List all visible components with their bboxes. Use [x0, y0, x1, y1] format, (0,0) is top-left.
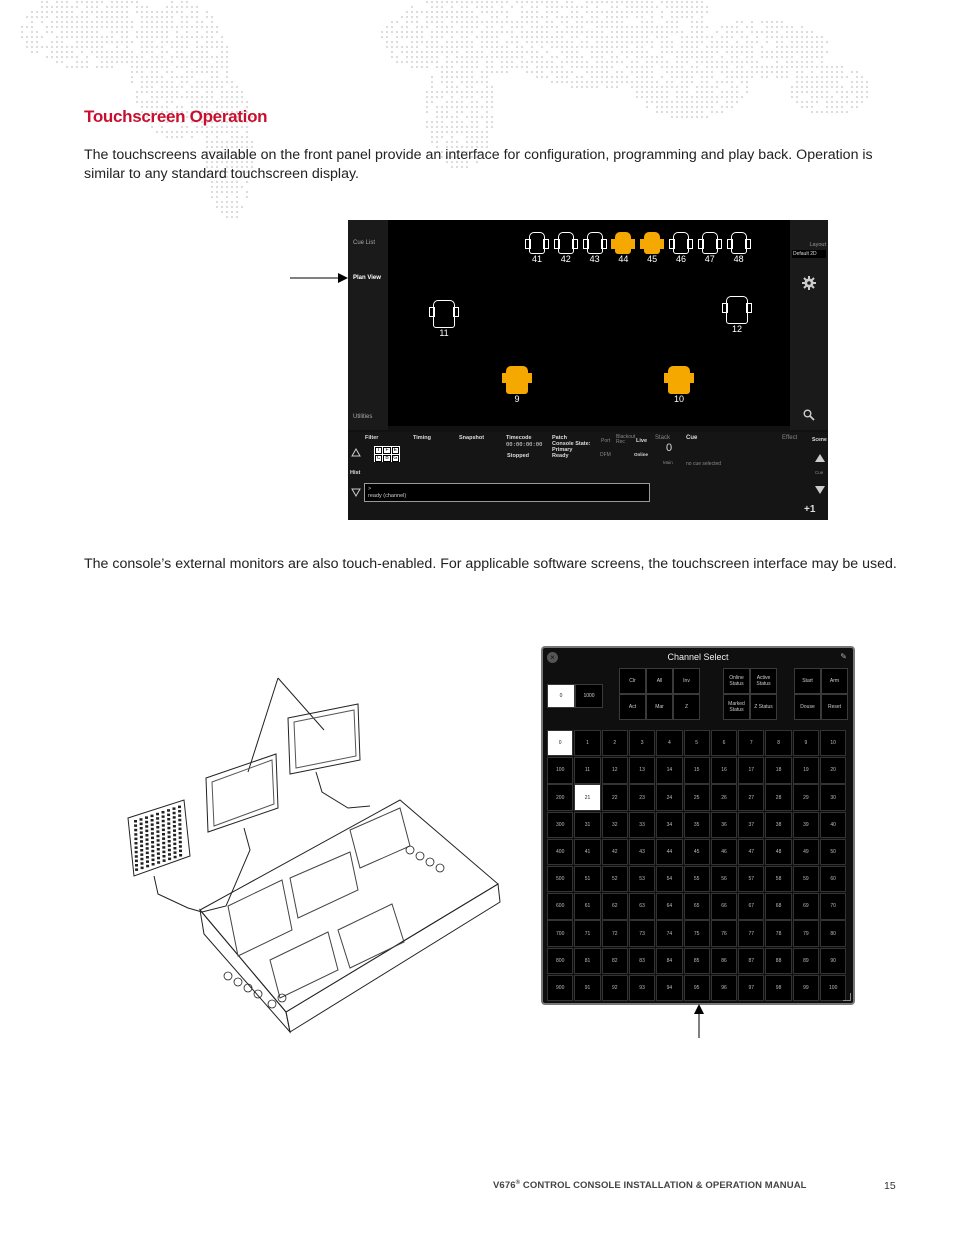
channel-button[interactable]: 18	[765, 757, 791, 783]
gear-icon[interactable]	[802, 276, 816, 290]
port-label[interactable]: Port	[601, 438, 611, 444]
resize-grip-icon[interactable]	[843, 993, 851, 1001]
console-state-ready: Ready	[552, 453, 569, 459]
stack-value: 0	[666, 442, 673, 454]
select-inv-button[interactable]: Inv	[673, 668, 700, 694]
select-mar-button[interactable]: Mar	[646, 694, 673, 720]
select-all-button[interactable]: All	[646, 668, 673, 694]
footer-title: V676® CONTROL CONSOLE INSTALLATION & OPERATION MANUAL	[493, 1180, 807, 1192]
channel-button[interactable]: 22	[602, 784, 628, 810]
channel-button[interactable]: 16	[711, 757, 737, 783]
channel-button[interactable]: 44	[656, 839, 682, 865]
channel-button[interactable]: 33	[629, 812, 655, 838]
intro-paragraph: The touchscreens available on the front panel provide an interface for configuration, programming and play back. Operation is similar to any standard touchscreen display.	[84, 147, 873, 182]
filter-label[interactable]: Filter	[365, 435, 379, 441]
status-button[interactable]: Online Status	[723, 668, 750, 694]
channel-button[interactable]: 300	[547, 812, 573, 838]
fixture-number: 44	[618, 254, 629, 264]
fixture-number: 45	[647, 254, 658, 264]
stack-label: Stack	[655, 435, 671, 441]
plan-view-area	[388, 220, 790, 426]
timecode-value: 00:00:00:00	[506, 442, 543, 448]
channel-button[interactable]: 7	[738, 730, 764, 756]
no-cue-text: no cue selected	[686, 461, 722, 467]
channel-button[interactable]: 36	[711, 812, 737, 838]
fixture-12[interactable]: 12	[722, 296, 752, 334]
fixture-number: 43	[589, 254, 600, 264]
channel-button[interactable]: 63	[629, 893, 655, 919]
channel-button[interactable]: 89	[793, 948, 819, 974]
filter-key[interactable]: F	[383, 447, 390, 454]
channel-button[interactable]: 94	[656, 975, 682, 1001]
channel-button[interactable]: 4	[656, 730, 682, 756]
filter-key[interactable]: I	[375, 447, 382, 454]
channel-button[interactable]: 86	[711, 948, 737, 974]
channel-button[interactable]: 37	[738, 812, 764, 838]
cmd-status: ready (channel)	[368, 493, 407, 499]
section-heading: Touchscreen Operation	[84, 107, 268, 126]
channel-button[interactable]: 24	[656, 784, 682, 810]
channel-button[interactable]: 200	[547, 784, 573, 810]
channel-button[interactable]: 10	[820, 730, 846, 756]
channel-button[interactable]: 6	[711, 730, 737, 756]
channel-button[interactable]: 88	[765, 948, 791, 974]
channel-button[interactable]: 61	[574, 893, 600, 919]
scene-label[interactable]: Scene	[812, 437, 827, 443]
channel-button[interactable]: 71	[574, 920, 600, 946]
snapshot-label[interactable]: Snapshot	[459, 435, 485, 441]
channel-button[interactable]: 20	[820, 757, 846, 783]
channel-button[interactable]: 54	[656, 866, 682, 892]
channel-button[interactable]: 1	[574, 730, 600, 756]
channel-button[interactable]: 17	[738, 757, 764, 783]
command-line[interactable]	[364, 483, 650, 502]
cue-label: Cue	[686, 435, 698, 441]
touchscreen-screenshot	[348, 220, 828, 520]
channel-button[interactable]: 35	[684, 812, 710, 838]
pointer-arrow-up	[692, 1004, 706, 1040]
channel-button[interactable]: 900	[547, 975, 573, 1001]
fixture-44[interactable]	[612, 232, 634, 264]
console-state-label: Console State:	[552, 441, 591, 447]
fixture-43[interactable]	[584, 232, 606, 264]
channel-button[interactable]: 52	[602, 866, 628, 892]
select-start-button[interactable]: Start	[794, 668, 821, 694]
blackout-label[interactable]: Blackout Rec	[616, 434, 636, 445]
channel-button[interactable]: 45	[684, 839, 710, 865]
channel-button[interactable]: 21	[574, 784, 600, 810]
filter-key[interactable]: G	[393, 455, 398, 461]
select-clr-button[interactable]: Clr	[619, 668, 646, 694]
select-act-button[interactable]: Act	[619, 694, 646, 720]
patch-label[interactable]: Patch	[552, 435, 567, 441]
channel-button[interactable]: 97	[738, 975, 764, 1001]
status-button[interactable]: Active Status	[750, 668, 777, 694]
channel-button[interactable]: 3	[629, 730, 655, 756]
channel-button[interactable]: 700	[547, 920, 573, 946]
channel-button[interactable]: 500	[547, 866, 573, 892]
channel-button[interactable]: 53	[629, 866, 655, 892]
triangle-up-icon[interactable]	[351, 448, 361, 457]
status-button[interactable]: Z Status	[750, 694, 777, 720]
range-0-button[interactable]: 0	[547, 684, 575, 708]
menu-plan-view[interactable]: Plan View	[353, 275, 381, 281]
channel-button[interactable]: 41	[574, 839, 600, 865]
channel-button[interactable]: 85	[684, 948, 710, 974]
channel-button[interactable]: 30	[820, 784, 846, 810]
fixture-42[interactable]	[555, 232, 577, 264]
select-douse-button[interactable]: Douse	[794, 694, 821, 720]
channel-button[interactable]: 79	[793, 920, 819, 946]
select-reset-button[interactable]: Reset	[821, 694, 848, 720]
console-illustration	[110, 660, 520, 1040]
channel-button[interactable]: 55	[684, 866, 710, 892]
channel-button[interactable]: 75	[684, 920, 710, 946]
channel-button[interactable]: 12	[602, 757, 628, 783]
channel-button[interactable]: 73	[629, 920, 655, 946]
channel-button[interactable]: 49	[793, 839, 819, 865]
channel-button[interactable]: 99	[793, 975, 819, 1001]
triangle-down-icon[interactable]	[351, 488, 361, 497]
channel-button[interactable]: 56	[711, 866, 737, 892]
channel-button[interactable]: 78	[765, 920, 791, 946]
channel-button[interactable]: 66	[711, 893, 737, 919]
dfm-label: DFM	[600, 452, 611, 458]
channel-button[interactable]: 32	[602, 812, 628, 838]
channel-button[interactable]: 14	[656, 757, 682, 783]
channel-button[interactable]: 96	[711, 975, 737, 1001]
channel-button[interactable]: 27	[738, 784, 764, 810]
effect-label: Effect	[782, 435, 798, 441]
channel-button[interactable]: 95	[684, 975, 710, 1001]
channel-button[interactable]: 90	[820, 948, 846, 974]
main-label: Main	[663, 460, 673, 465]
channel-button[interactable]: 2	[602, 730, 628, 756]
channel-button[interactable]: 11	[574, 757, 600, 783]
channel-button[interactable]: 74	[656, 920, 682, 946]
channel-button[interactable]: 400	[547, 839, 573, 865]
filter-key[interactable]: C	[376, 455, 381, 461]
channel-button[interactable]: 77	[738, 920, 764, 946]
channel-button[interactable]: 65	[684, 893, 710, 919]
channel-button[interactable]: 15	[684, 757, 710, 783]
channel-button[interactable]: 46	[711, 839, 737, 865]
arrow-up-icon[interactable]	[814, 452, 826, 464]
menu-cue-list[interactable]: Cue List	[353, 240, 376, 246]
channel-button[interactable]: 98	[765, 975, 791, 1001]
channel-button[interactable]: 5	[684, 730, 710, 756]
channel-button[interactable]: 39	[793, 812, 819, 838]
channel-button[interactable]: 9	[793, 730, 819, 756]
channel-button[interactable]: 42	[602, 839, 628, 865]
channel-button[interactable]: 800	[547, 948, 573, 974]
filter-key[interactable]: B	[385, 455, 389, 461]
channel-button[interactable]: 23	[629, 784, 655, 810]
page-number: 15	[884, 1180, 896, 1192]
channel-button[interactable]: 67	[738, 893, 764, 919]
select-z-button[interactable]: Z	[673, 694, 700, 720]
channel-button[interactable]: 0	[547, 730, 573, 756]
online-label: Online	[634, 452, 649, 457]
channel-button[interactable]: 59	[793, 866, 819, 892]
channel-button[interactable]: 19	[793, 757, 819, 783]
channel-button[interactable]: 83	[629, 948, 655, 974]
timing-label[interactable]: Timing	[413, 435, 431, 441]
channel-button[interactable]: 38	[765, 812, 791, 838]
search-icon[interactable]	[803, 409, 815, 421]
channel-button[interactable]: 29	[793, 784, 819, 810]
channel-button[interactable]: 51	[574, 866, 600, 892]
channel-button[interactable]: 60	[820, 866, 846, 892]
channel-button[interactable]: 31	[574, 812, 600, 838]
layout-select[interactable]: Default 2D	[792, 250, 826, 258]
timecode-status: Stopped	[507, 453, 529, 459]
channel-button[interactable]: 48	[765, 839, 791, 865]
fixture-45[interactable]	[641, 232, 663, 264]
channel-button[interactable]: 25	[684, 784, 710, 810]
fixture-10[interactable]: 10	[664, 366, 694, 404]
pin-icon[interactable]: ✎	[840, 652, 847, 661]
channel-select-title: Channel Select	[667, 652, 729, 662]
fixture-number: 42	[560, 254, 571, 264]
channel-button[interactable]: 58	[765, 866, 791, 892]
channel-button[interactable]: 47	[738, 839, 764, 865]
channel-button[interactable]: 84	[656, 948, 682, 974]
channel-button[interactable]: 40	[820, 812, 846, 838]
layout-label: Layout	[809, 242, 826, 248]
right-panel	[790, 220, 828, 430]
fixture-41[interactable]	[526, 232, 548, 264]
fixture-48[interactable]	[728, 232, 750, 264]
channel-button[interactable]: 93	[629, 975, 655, 1001]
pointer-arrow	[288, 270, 350, 286]
monitors-paragraph: The console’s external monitors are also touch-enabled. For applicable software screens, the touchscreen interface may be used.	[84, 556, 897, 572]
channel-button[interactable]: 13	[629, 757, 655, 783]
channel-button[interactable]: 100	[820, 975, 846, 1001]
channel-button[interactable]: 62	[602, 893, 628, 919]
select-arm-button[interactable]: Arm	[821, 668, 848, 694]
fixture-number: 46	[675, 254, 686, 264]
plus-one-button[interactable]: +1	[804, 504, 816, 515]
menu-utilities[interactable]: Utilities	[353, 414, 373, 420]
channel-button[interactable]: 64	[656, 893, 682, 919]
channel-button[interactable]: 81	[574, 948, 600, 974]
fixture-number: 48	[733, 254, 744, 264]
fixture-number: 41	[531, 254, 542, 264]
live-label[interactable]: Live	[636, 438, 648, 444]
filter-key[interactable]: E	[393, 447, 397, 453]
arrow-down-icon[interactable]	[814, 484, 826, 496]
channel-button[interactable]: 87	[738, 948, 764, 974]
console-state-primary: Primary	[552, 447, 573, 453]
channel-button[interactable]: 70	[820, 893, 846, 919]
channel-button[interactable]: 50	[820, 839, 846, 865]
left-menu	[348, 220, 388, 430]
channel-button[interactable]: 69	[793, 893, 819, 919]
timecode-label: Timecode	[506, 435, 532, 441]
fixture-46[interactable]	[670, 232, 692, 264]
channel-button[interactable]: 80	[820, 920, 846, 946]
close-icon[interactable]: ×	[547, 652, 558, 663]
range-1000-button[interactable]: 1000	[575, 684, 603, 708]
channel-button[interactable]: 76	[711, 920, 737, 946]
channel-button[interactable]: 43	[629, 839, 655, 865]
status-button[interactable]: Marked Status	[723, 694, 750, 720]
fixture-9[interactable]: 9	[502, 366, 532, 404]
channel-button[interactable]: 72	[602, 920, 628, 946]
channel-button[interactable]: 8	[765, 730, 791, 756]
channel-button[interactable]: 600	[547, 893, 573, 919]
fixture-11[interactable]: 11	[429, 300, 459, 338]
channel-button[interactable]: 28	[765, 784, 791, 810]
channel-button[interactable]: 57	[738, 866, 764, 892]
channel-button[interactable]: 91	[574, 975, 600, 1001]
cmd-prompt: >	[368, 486, 372, 492]
channel-button[interactable]: 100	[547, 757, 573, 783]
channel-button[interactable]: 34	[656, 812, 682, 838]
fixture-47[interactable]	[699, 232, 721, 264]
cue-small-label: Cue	[815, 470, 824, 475]
channel-button[interactable]: 68	[765, 893, 791, 919]
bottom-panel	[348, 432, 828, 520]
fixture-number: 47	[704, 254, 715, 264]
hist-label[interactable]: Hist	[350, 470, 361, 476]
channel-button[interactable]: 82	[602, 948, 628, 974]
channel-button[interactable]: 26	[711, 784, 737, 810]
channel-select-window	[541, 646, 855, 1005]
channel-button[interactable]: 92	[602, 975, 628, 1001]
